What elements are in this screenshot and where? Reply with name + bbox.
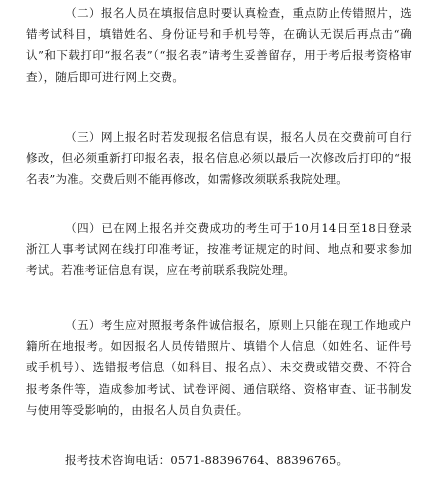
paragraph-4-admission-ticket: （四）已在网上报名并交费成功的考生可于10月14日至18日登录浙江人事考试网在线打印准考证，按准考证规定的时间、地点和要求参加考试。若准考证信息有误，应在考前联系我院处理。 [26,221,412,278]
paragraph-3-info-modify: （三）网上报名时若发现报名信息有误，报名人员在交费前可自行修改，但必须重新打印报名表，报名信息必须以最后一次修改后打印的“报名表”为准。交费后则不能再修改，如需修改须联系我院处理。 [26,130,412,187]
paragraph-5-honest-registration: （五）考生应对照报考条件诚信报名，原则上只能在现工作地或户籍所在地报考。如因报名人员传错照片、填错个人信息（如姓名、证件号或手机号）、选错报考信息（如科目、报名点）、未交费或错交费、不符合报考条件等，造成参加考试、试卷评阅、通信联络、资格审查、证书制发与使用等受影响的，由报名人员自负责任。 [26,318,412,417]
tech-support-phone: 报考技术咨询电话：0571-88396764、88396765。 [65,453,349,467]
paragraph-2-info-check: （二）报名人员在填报信息时要认真检查，重点防止传错照片，选错考试科目，填错姓名、身份证号和手机号等，在确认无误后再点击“确认”和下载打印“报名表”（“报名表”请考生妥善留存，用于考后报考资格审查），随后即可进行网上交费。 [26,6,412,84]
